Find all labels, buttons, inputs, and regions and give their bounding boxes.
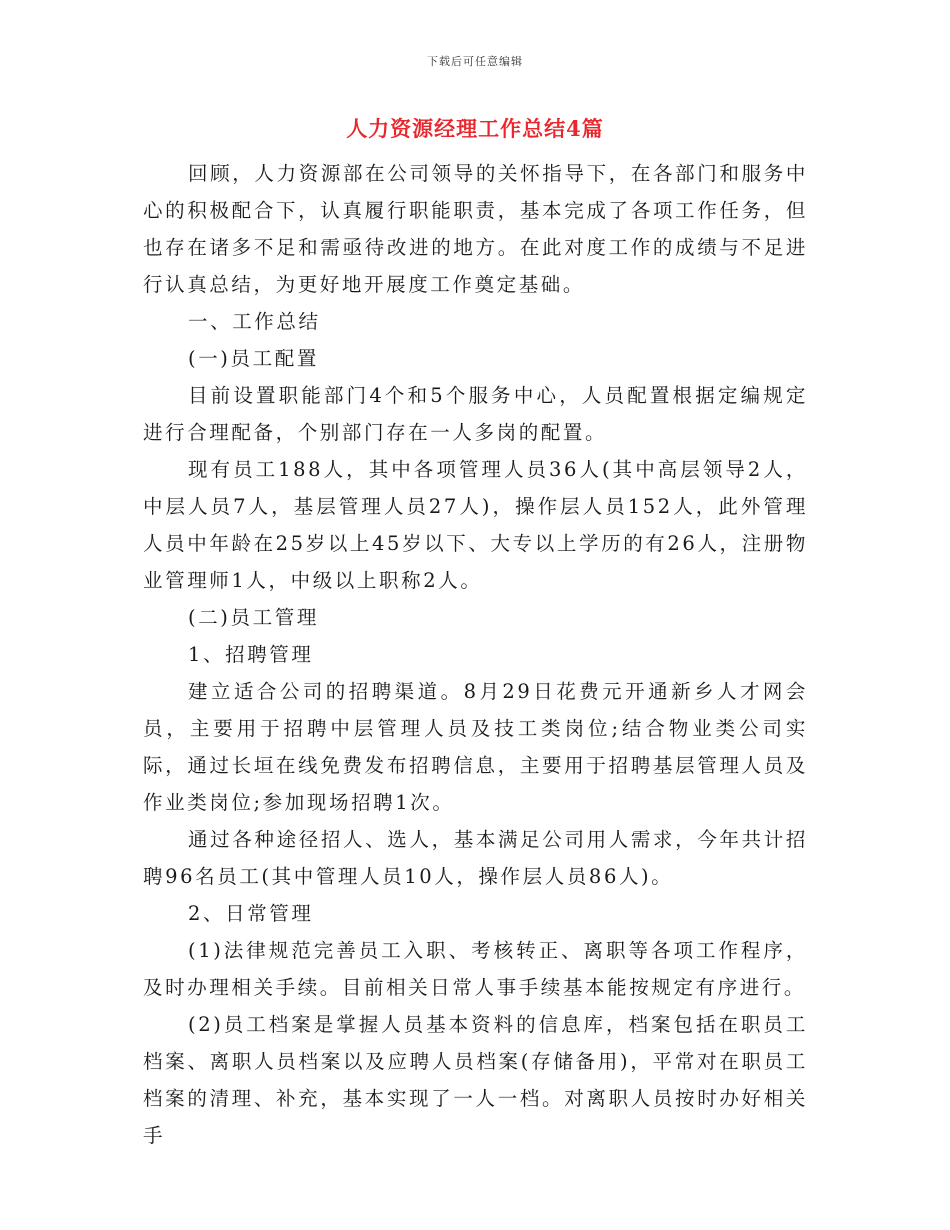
paragraph-staff-files: (2)员工档案是掌握人员基本资料的信息库，档案包括在职员工档案、离职人员档案以及应聘人员档案(存储备用)，平常对在职员工档案的清理、补充，基本实现了一人一档。对离职人员按时办好相关手: [143, 1013, 808, 1147]
document-body: [143, 155, 808, 1154]
paragraph-intro: 回顾，人力资源部在公司领导的关怀指导下，在各部门和服务中心的积极配合下，认真履行职能职责，基本完成了各项工作任务，但也存在诸多不足和需亟待改进的地方。在此对度工作的成绩与不足进行认真总结，为更好地开展度工作奠定基础。: [143, 162, 808, 296]
subsection-heading-staffing: (一)员工配置: [188, 347, 319, 370]
item-heading-daily-management: 2、日常管理: [188, 902, 314, 925]
paragraph-recruitment-channels: 建立适合公司的招聘渠道。8月29日花费元开通新乡人才网会员，主要用于招聘中层管理人员及技工类岗位;结合物业类公司实际，通过长垣在线免费发布招聘信息，主要用于招聘基层管理人员及作业类岗位;参加现场招聘1次。: [143, 680, 808, 814]
item-heading-recruitment: 1、招聘管理: [188, 643, 314, 666]
document-title: 人力资源经理工作总结4篇: [346, 116, 604, 141]
paragraph-departments: 目前设置职能部门4个和5个服务中心，人员配置根据定编规定进行合理配备，个别部门存在一人多岗的配置。: [143, 384, 808, 444]
section-heading-work-summary: 一、工作总结: [188, 310, 321, 333]
paragraph-headcount: 现有员工188人，其中各项管理人员36人(其中高层领导2人，中层人员7人，基层管理人员27人)，操作层人员152人，此外管理人员中年龄在25岁以上45岁以下、大专以上学历的有26人，注册物业管理师1人，中级以上职称2人。: [143, 458, 808, 592]
subsection-heading-staff-management: (二)员工管理: [188, 606, 319, 629]
paragraph-procedures: (1)法律规范完善员工入职、考核转正、离职等各项工作程序，及时办理相关手续。目前相关日常人事手续基本能按规定有序进行。: [143, 939, 808, 999]
page-header-note: 下载后可任意编辑: [427, 55, 523, 68]
paragraph-recruitment-results: 通过各种途径招人、选人，基本满足公司用人需求，今年共计招聘96名员工(其中管理人员10人，操作层人员86人)。: [143, 828, 808, 888]
